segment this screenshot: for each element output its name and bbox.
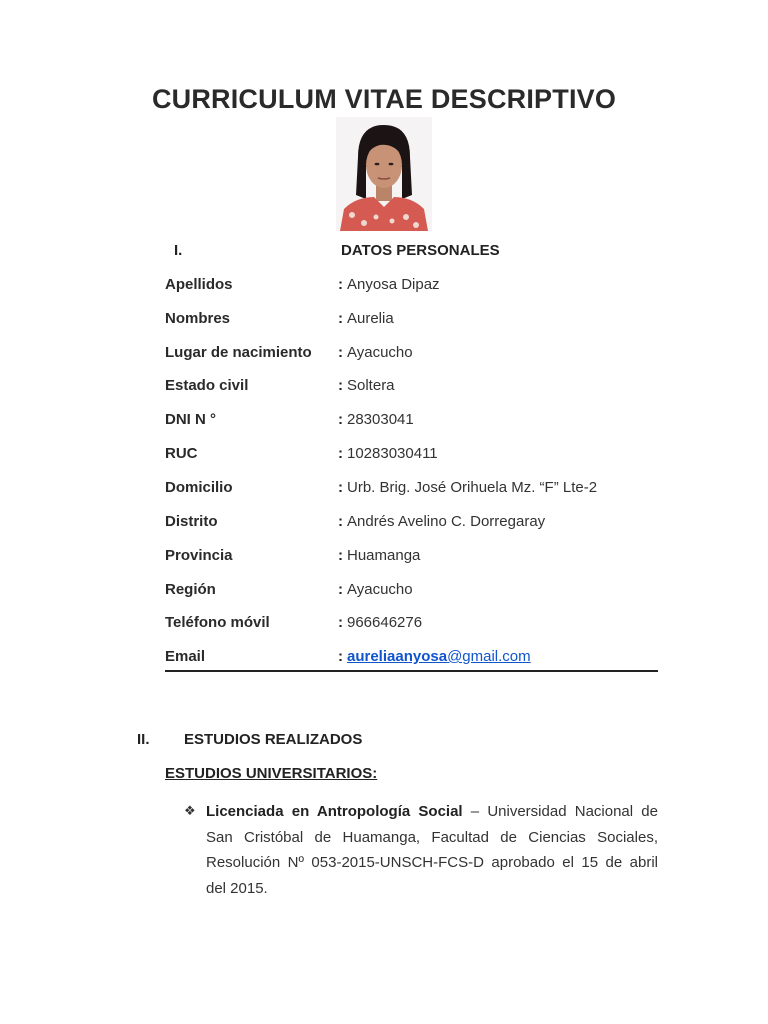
field-value: Urb. Brig. José Orihuela Mz. “F” Lte-2 xyxy=(347,479,598,496)
field-label: Lugar de nacimiento xyxy=(165,344,312,361)
diamond-bullet-icon: ❖ xyxy=(184,803,196,818)
field-colon: : xyxy=(338,581,343,598)
field-row-email xyxy=(165,648,658,672)
field-value: Aurelia xyxy=(347,310,394,327)
email-domain[interactable]: @gmail.com xyxy=(447,648,531,665)
field-colon: : xyxy=(338,479,343,496)
field-colon: : xyxy=(338,276,343,293)
email-user[interactable]: aureliaanyosa xyxy=(347,648,448,665)
field-row-domicilio xyxy=(165,479,658,501)
field-label: Apellidos xyxy=(165,276,233,293)
field-colon: : xyxy=(338,547,343,564)
field-label: Estado civil xyxy=(165,377,249,394)
field-colon: : xyxy=(338,648,343,665)
field-colon: : xyxy=(338,513,343,530)
field-colon: : xyxy=(338,344,343,361)
section-title: ESTUDIOS REALIZADOS xyxy=(184,731,363,748)
field-label: Región xyxy=(165,581,216,598)
document-title: CURRICULUM VITAE DESCRIPTIVO xyxy=(151,84,617,114)
field-value: Soltera xyxy=(347,377,395,394)
field-value: Ayacucho xyxy=(347,581,413,598)
education-item xyxy=(206,799,658,901)
field-value: 966646276 xyxy=(347,614,423,631)
field-colon: : xyxy=(338,310,343,327)
email-link[interactable] xyxy=(347,648,531,665)
field-colon: : xyxy=(338,614,343,631)
field-row-region xyxy=(165,581,658,603)
field-colon: : xyxy=(338,411,343,428)
field-label: Provincia xyxy=(165,547,233,564)
field-row-distrito xyxy=(165,513,658,535)
field-value: Huamanga xyxy=(347,547,421,564)
degree-details: – Universidad Nacional de San Cristóbal de Huamanga, Facultad de Ciencias Sociales, Resolución Nº 053-2015-UNSCH-FCS-D aprobado el 15 de abril del 2015. xyxy=(206,803,658,897)
field-label: RUC xyxy=(165,445,198,462)
section-title: DATOS PERSONALES xyxy=(341,242,500,259)
profile-photo xyxy=(336,117,432,231)
field-row-lugar-nacimiento xyxy=(165,344,658,366)
field-value: Anyosa Dipaz xyxy=(347,276,440,293)
field-label: DNI N ° xyxy=(165,411,216,428)
section-number: II. xyxy=(137,731,150,748)
degree-title: Licenciada en Antropología Social xyxy=(206,803,463,820)
field-row-ruc xyxy=(165,445,658,467)
field-value: Ayacucho xyxy=(347,344,413,361)
field-colon: : xyxy=(338,445,343,462)
field-label: Nombres xyxy=(165,310,231,327)
field-row-telefono xyxy=(165,614,658,636)
field-row-nombres xyxy=(165,310,658,332)
field-label: Distrito xyxy=(165,513,218,530)
field-label: Email xyxy=(165,648,206,665)
field-row-estado-civil xyxy=(165,377,658,399)
field-label: Domicilio xyxy=(165,479,233,496)
field-row-provincia xyxy=(165,547,658,569)
portrait-image xyxy=(336,117,432,231)
field-row-dni xyxy=(165,411,658,433)
field-value: 28303041 xyxy=(347,411,414,428)
field-colon: : xyxy=(338,377,343,394)
field-value: 10283030411 xyxy=(347,445,438,462)
field-label: Teléfono móvil xyxy=(165,614,270,631)
field-value: Andrés Avelino C. Dorregaray xyxy=(347,513,546,530)
subsection-title: ESTUDIOS UNIVERSITARIOS: xyxy=(165,765,378,782)
field-row-apellidos xyxy=(165,276,658,298)
section-number: I. xyxy=(174,242,183,259)
